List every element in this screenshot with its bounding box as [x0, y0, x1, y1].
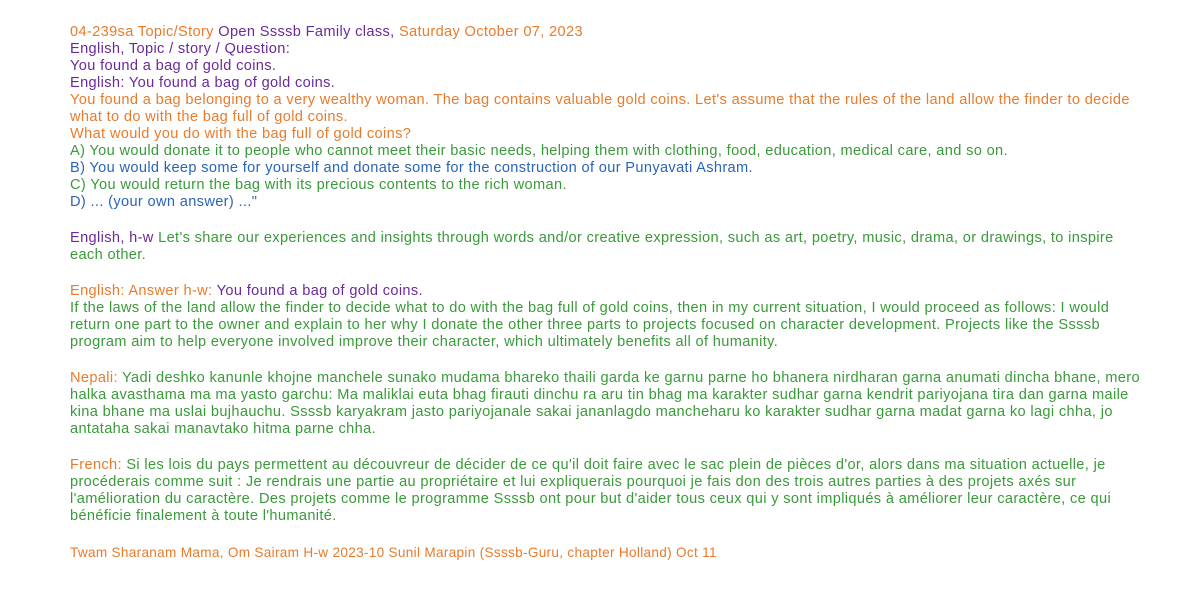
header-date: Saturday October 07, 2023 [398, 24, 583, 40]
nepali-label: Nepali: [70, 370, 118, 386]
option-b: B) You would keep some for yourself and donate some for the construction of our Punyavati Ashram. [70, 160, 753, 176]
answer-title: You found a bag of gold coins. [216, 283, 423, 299]
footer-signature: Twam Sharanam Mama, Om Sairam H-w 2023-10 Sunil Marapin (Ssssb-Guru, chapter Holland) Oct 11 [70, 545, 717, 560]
french-text: Si les lois du pays permettent au découvreur de décider de ce qu'il doit faire avec le sac plein de pièces d'or, alors dans ma situation actuelle, je procéderais comme suit : Je rendrais une partie au propriétaire et lui expliquerais pourquoi je fais don des trois autres parties à des projets axés sur l'amélioration du caractère. Des projets comme le programme Ssssb ont pour but d'aider tous ceux qui y sont impliqués à améliorer leur caractère, ce qui bénéficie finalement à toute l'humanité. [70, 457, 1112, 524]
nepali-paragraph [70, 370, 1150, 438]
homework-text: Let's share our experiences and insights through words and/or creative expression, such as art, poetry, music, drama, or drawings, to inspire each other. [70, 230, 1114, 263]
topic-question: What would you do with the bag full of gold coins? [70, 126, 412, 142]
homework-paragraph [70, 230, 1150, 264]
homework-label: English, h-w [70, 230, 154, 246]
topic-heading: English, Topic / story / Question: [70, 41, 291, 57]
option-c: C) You would return the bag with its precious contents to the rich woman. [70, 177, 567, 193]
option-a: A) You would donate it to people who cannot meet their basic needs, helping them with clothing, food, education, medical care, and so on. [70, 143, 1008, 159]
answer-heading [70, 283, 1150, 300]
topic-title: You found a bag of gold coins. [70, 58, 277, 74]
topic-story: You found a bag belonging to a very wealthy woman. The bag contains valuable gold coins. Let's assume that the rules of the land allow the finder to decide what to do with the bag full of gold coins. [70, 92, 1130, 125]
french-label: French: [70, 457, 122, 473]
topic-title-english: English: You found a bag of gold coins. [70, 75, 336, 91]
nepali-text: Yadi deshko kanunle khojne manchele sunako mudama bhareko thaili garda ke garnu parne ho bhanera nirdharan garna anumati dincha bhane, mero halka avasthama ma ma yasto garchu: Ma maliklai euta bhag firauti dinchu ra aru tin bhag ma karakter sudhar garna kendrit pariyojana tira dan garna maile kina bhane ma uslai bujhauchu. Ssssb karyakram jasto pariyojanale sakai jananlagdo mancheharu ko karakter sudhar garna madat garna ko lagi chha, jo antataha sakai manavtako hitma parne chha. [70, 370, 1140, 437]
option-d: D) ... (your own answer) ..." [70, 194, 258, 210]
answer-label: English: Answer h-w: [70, 283, 213, 299]
document-body [70, 24, 1150, 561]
french-paragraph [70, 457, 1150, 525]
header-title: Open Ssssb Family class, [218, 24, 395, 40]
header-id: 04-239sa Topic/Story [70, 24, 214, 40]
header-line [70, 24, 1150, 41]
answer-text: If the laws of the land allow the finder to decide what to do with the bag full of gold coins, then in my current situation, I would proceed as follows: I would return one part to the owner and explain to her why I donate the other three parts to projects focused on character development. Projects like the Ssssb program aim to help everyone involved improve their character, which ultimately benefits all of humanity. [70, 300, 1110, 350]
